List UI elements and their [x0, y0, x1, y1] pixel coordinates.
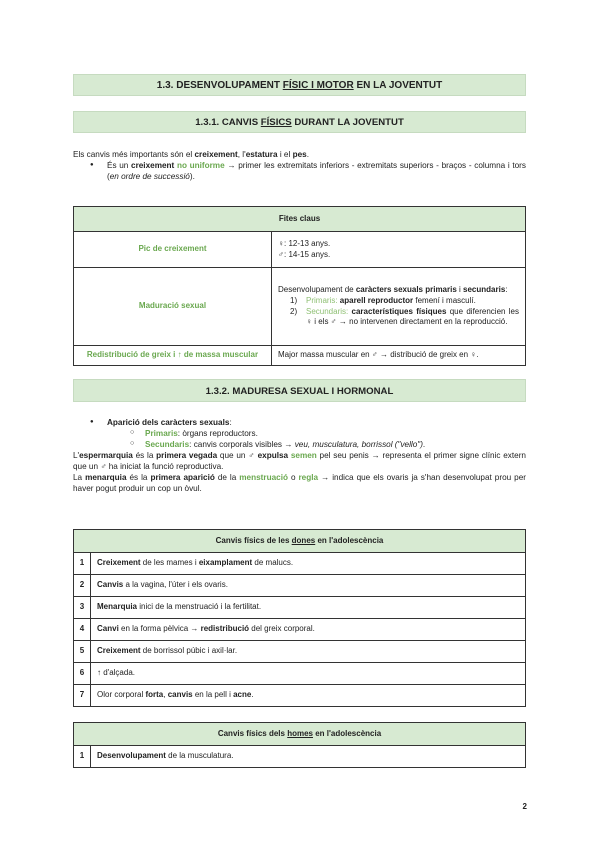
- table-row: 6 ↑ d'alçada.: [74, 663, 526, 685]
- table-row: 2 Canvis a la vagina, l'úter i els ovaris.: [74, 575, 526, 597]
- milestone-value-growth: ♀: 12-13 anys. ♂: 14-15 anys.: [272, 232, 526, 268]
- table-row: 4 Canvi en la forma pèlvica → redistribució del greix corporal.: [74, 619, 526, 641]
- bullet-growth: ● És un creixement no uniforme → primer les extremitats inferiors - extremitats superiors - braços - columna i tors (en ordre de successió).: [73, 160, 526, 182]
- milestone-label-sexual: Maduració sexual: [74, 268, 272, 346]
- section-heading-1-3-1: [73, 111, 526, 133]
- table-row: 5 Creixement de borrissol púbic i axil·lar.: [74, 641, 526, 663]
- heading-text: DURANT LA JOVENTUT: [291, 117, 404, 128]
- menarche-paragraph: La menarquia és la primera aparició de la menstruació o regla → indica que els ovaris ja s'han desenvolupat prou per haver pogut produir un cop un òvul.: [73, 473, 526, 494]
- table-row: 3 Menarquia inici de la menstruació i la fertilitat.: [74, 597, 526, 619]
- women-changes-table: [73, 529, 526, 707]
- milestones-table: [73, 206, 526, 366]
- sub-secondary: ○ Secundaris: canvis corporals visibles → veu, musculatura, borrissol ("vello").: [73, 439, 526, 450]
- sexual-maturity-block: [73, 417, 526, 494]
- milestone-label-growth: Pic de creixement: [74, 232, 272, 268]
- page-number: 2: [522, 802, 527, 811]
- table-row: 7 Olor corporal forta, canvis en la pell i acne.: [74, 685, 526, 707]
- sub-primary: ○ Primaris: òrgans reproductors.: [73, 428, 526, 439]
- heading-text: 1.3.1. CANVIS: [195, 117, 261, 128]
- milestone-value-fat: Major massa muscular en ♂ → distribució de greix en ♀.: [272, 346, 526, 366]
- heading-text: 1.3. DESENVOLUPAMENT: [156, 80, 283, 91]
- men-table-title: Canvis físics dels homes en l'adolescència: [74, 723, 526, 746]
- milestones-title: Fites claus: [74, 207, 526, 232]
- heading-underlined: FÍSIC I MOTOR: [282, 80, 354, 91]
- heading-text: EN LA JOVENTUT: [353, 80, 443, 91]
- section-heading-1-3-2: 1.3.2. MADURESA SEXUAL I HORMONAL: [73, 379, 526, 402]
- heading-underlined: FÍSICS: [260, 117, 292, 128]
- women-table-title: Canvis físics de les dones en l'adolescència: [74, 530, 526, 553]
- bullet-sexual-chars: ● Aparició dels caràcters sexuals:: [73, 417, 526, 428]
- spermarche-paragraph: L'espermarquia és la primera vegada que un ♂ expulsa semen pel seu penis → representa el primer signe clínic extern que un ♂ ha iniciat la funció reproductiva.: [73, 451, 526, 472]
- milestone-value-sexual: Desenvolupament de caràcters sexuals primaris i secundaris: 1) Primaris: aparell reproductor femení i masculí. 2) Secundaris: característiques físiques que diferencien les ♀ i els ♂ → no intervenen directament en la reproducció.: [272, 268, 526, 346]
- table-row: 1 Creixement de les mames i eixamplament de malucs.: [74, 553, 526, 575]
- intro-paragraph: Els canvis més importants són el creixement, l'estatura i el pes. ● És un creixement no uniforme → primer les extremitats inferiors - extremitats superiors - braços - columna i tors (en ordre de successió).: [73, 149, 526, 182]
- section-heading-1-3: [73, 74, 526, 96]
- table-row: 1 Desenvolupament de la musculatura.: [74, 746, 526, 768]
- milestone-label-fat: Redistribució de greix i ↑ de massa muscular: [74, 346, 272, 366]
- men-changes-table: [73, 722, 526, 768]
